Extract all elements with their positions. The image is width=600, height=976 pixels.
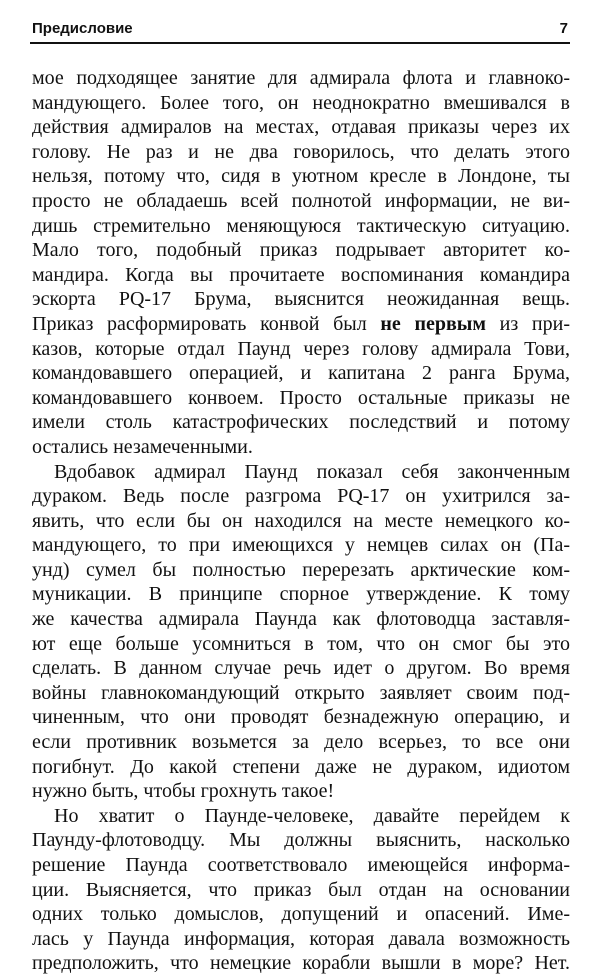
text-line: явить, что если бы он находился на месте немецкого ко- xyxy=(32,509,570,532)
text-line: Паунду-флотоводцу. Мы должны выяснить, насколько xyxy=(32,829,570,852)
text-line: Мало того, подобный приказ подрывает авторитет ко- xyxy=(32,239,570,262)
paragraph-first-line: Но хватит о Паунде-человеке, давайте перейдем к xyxy=(54,804,570,827)
text-line: войны главнокомандующий открыто заявляет своим под- xyxy=(32,681,570,704)
running-head xyxy=(30,16,570,44)
text-line: одних только домыслов, допущений и опасений. Име- xyxy=(32,903,570,926)
section-title: Предисловие xyxy=(32,20,133,37)
text-line: предположить, что немецкие корабли вышли в море? Нет. xyxy=(32,952,570,975)
body-text xyxy=(32,66,570,976)
text-line: нужно быть, чтобы грохнуть такое! xyxy=(32,780,335,803)
text-line: просто не обладаешь всей полнотой информации, не ви- xyxy=(32,189,570,212)
text-line: эскорта PQ-17 Брума, выяснится неожиданная вещь. xyxy=(32,288,570,311)
text-line: командовавшего конвоем. Просто остальные приказы не xyxy=(32,386,570,409)
text-line: имели столь катастрофических последствий и потому xyxy=(32,411,570,434)
paragraph-first-line: Вдобавок адмирал Паунд показал себя законченным xyxy=(54,460,570,483)
text-line: чиненным, что они проводят безнадежную операцию, и xyxy=(32,706,570,729)
text-fragment: из при- xyxy=(499,312,570,335)
text-line: голову. Не раз и не два говорилось, что делать этого xyxy=(32,140,570,163)
text-line: погибнут. До какой степени даже не дураком, идиотом xyxy=(32,755,570,778)
text-fragment: Приказ расформировать конвой был xyxy=(32,312,367,335)
text-line: если противник возьмется за дело всерьез, то все они xyxy=(32,731,570,754)
text-line: ции. Выясняется, что приказ был отдан на основании xyxy=(32,878,570,901)
text-line: решение Паунда соответствовало имеющейся информа- xyxy=(32,854,570,876)
page-number: 7 xyxy=(559,20,568,37)
text-line: унд) сумел бы полностью перерезать арктические ком- xyxy=(32,558,570,581)
text-line: же качества адмирала Паунда как флотоводца заставля- xyxy=(32,608,570,631)
text-line: мое подходящее занятие для адмирала флота и главноко- xyxy=(32,67,570,89)
text-line: дураком. Ведь после разгрома PQ-17 он ухитрился за- xyxy=(32,485,570,508)
emphasis-text: не первым xyxy=(380,312,487,335)
text-line: ют еще больше усомниться в том, что он смог бы это xyxy=(32,632,570,655)
text-line: сделать. В данном случае речь идет о другом. Во время xyxy=(32,657,570,680)
text-line: мандира. Когда вы прочитаете воспоминания командира xyxy=(32,263,570,286)
text-line: нельзя, потому что, сидя в уютном кресле в Лондоне, ты xyxy=(32,165,570,188)
text-line: командовавшего операцией, и капитана 2 ранга Брума, xyxy=(32,362,570,385)
text-line: муникации. В принципе спорное утверждение. К тому xyxy=(32,583,570,606)
text-line-with-emphasis xyxy=(32,312,570,337)
text-line: казов, которые отдал Паунд через голову адмирала Тови, xyxy=(32,337,570,360)
text-line: мандующего. Более того, он неоднократно вмешивался в xyxy=(32,91,570,114)
text-line: дишь стремительно меняющуюся тактическую ситуацию. xyxy=(32,214,570,237)
text-line: мандующего, то при имеющихся у немцев силах он (Па- xyxy=(32,534,570,557)
text-line: лась у Паунда информация, которая давала возможность xyxy=(32,927,570,950)
text-line: остались незамеченными. xyxy=(32,435,253,458)
text-line: действия адмиралов на местах, отдавая приказы через их xyxy=(32,116,570,139)
